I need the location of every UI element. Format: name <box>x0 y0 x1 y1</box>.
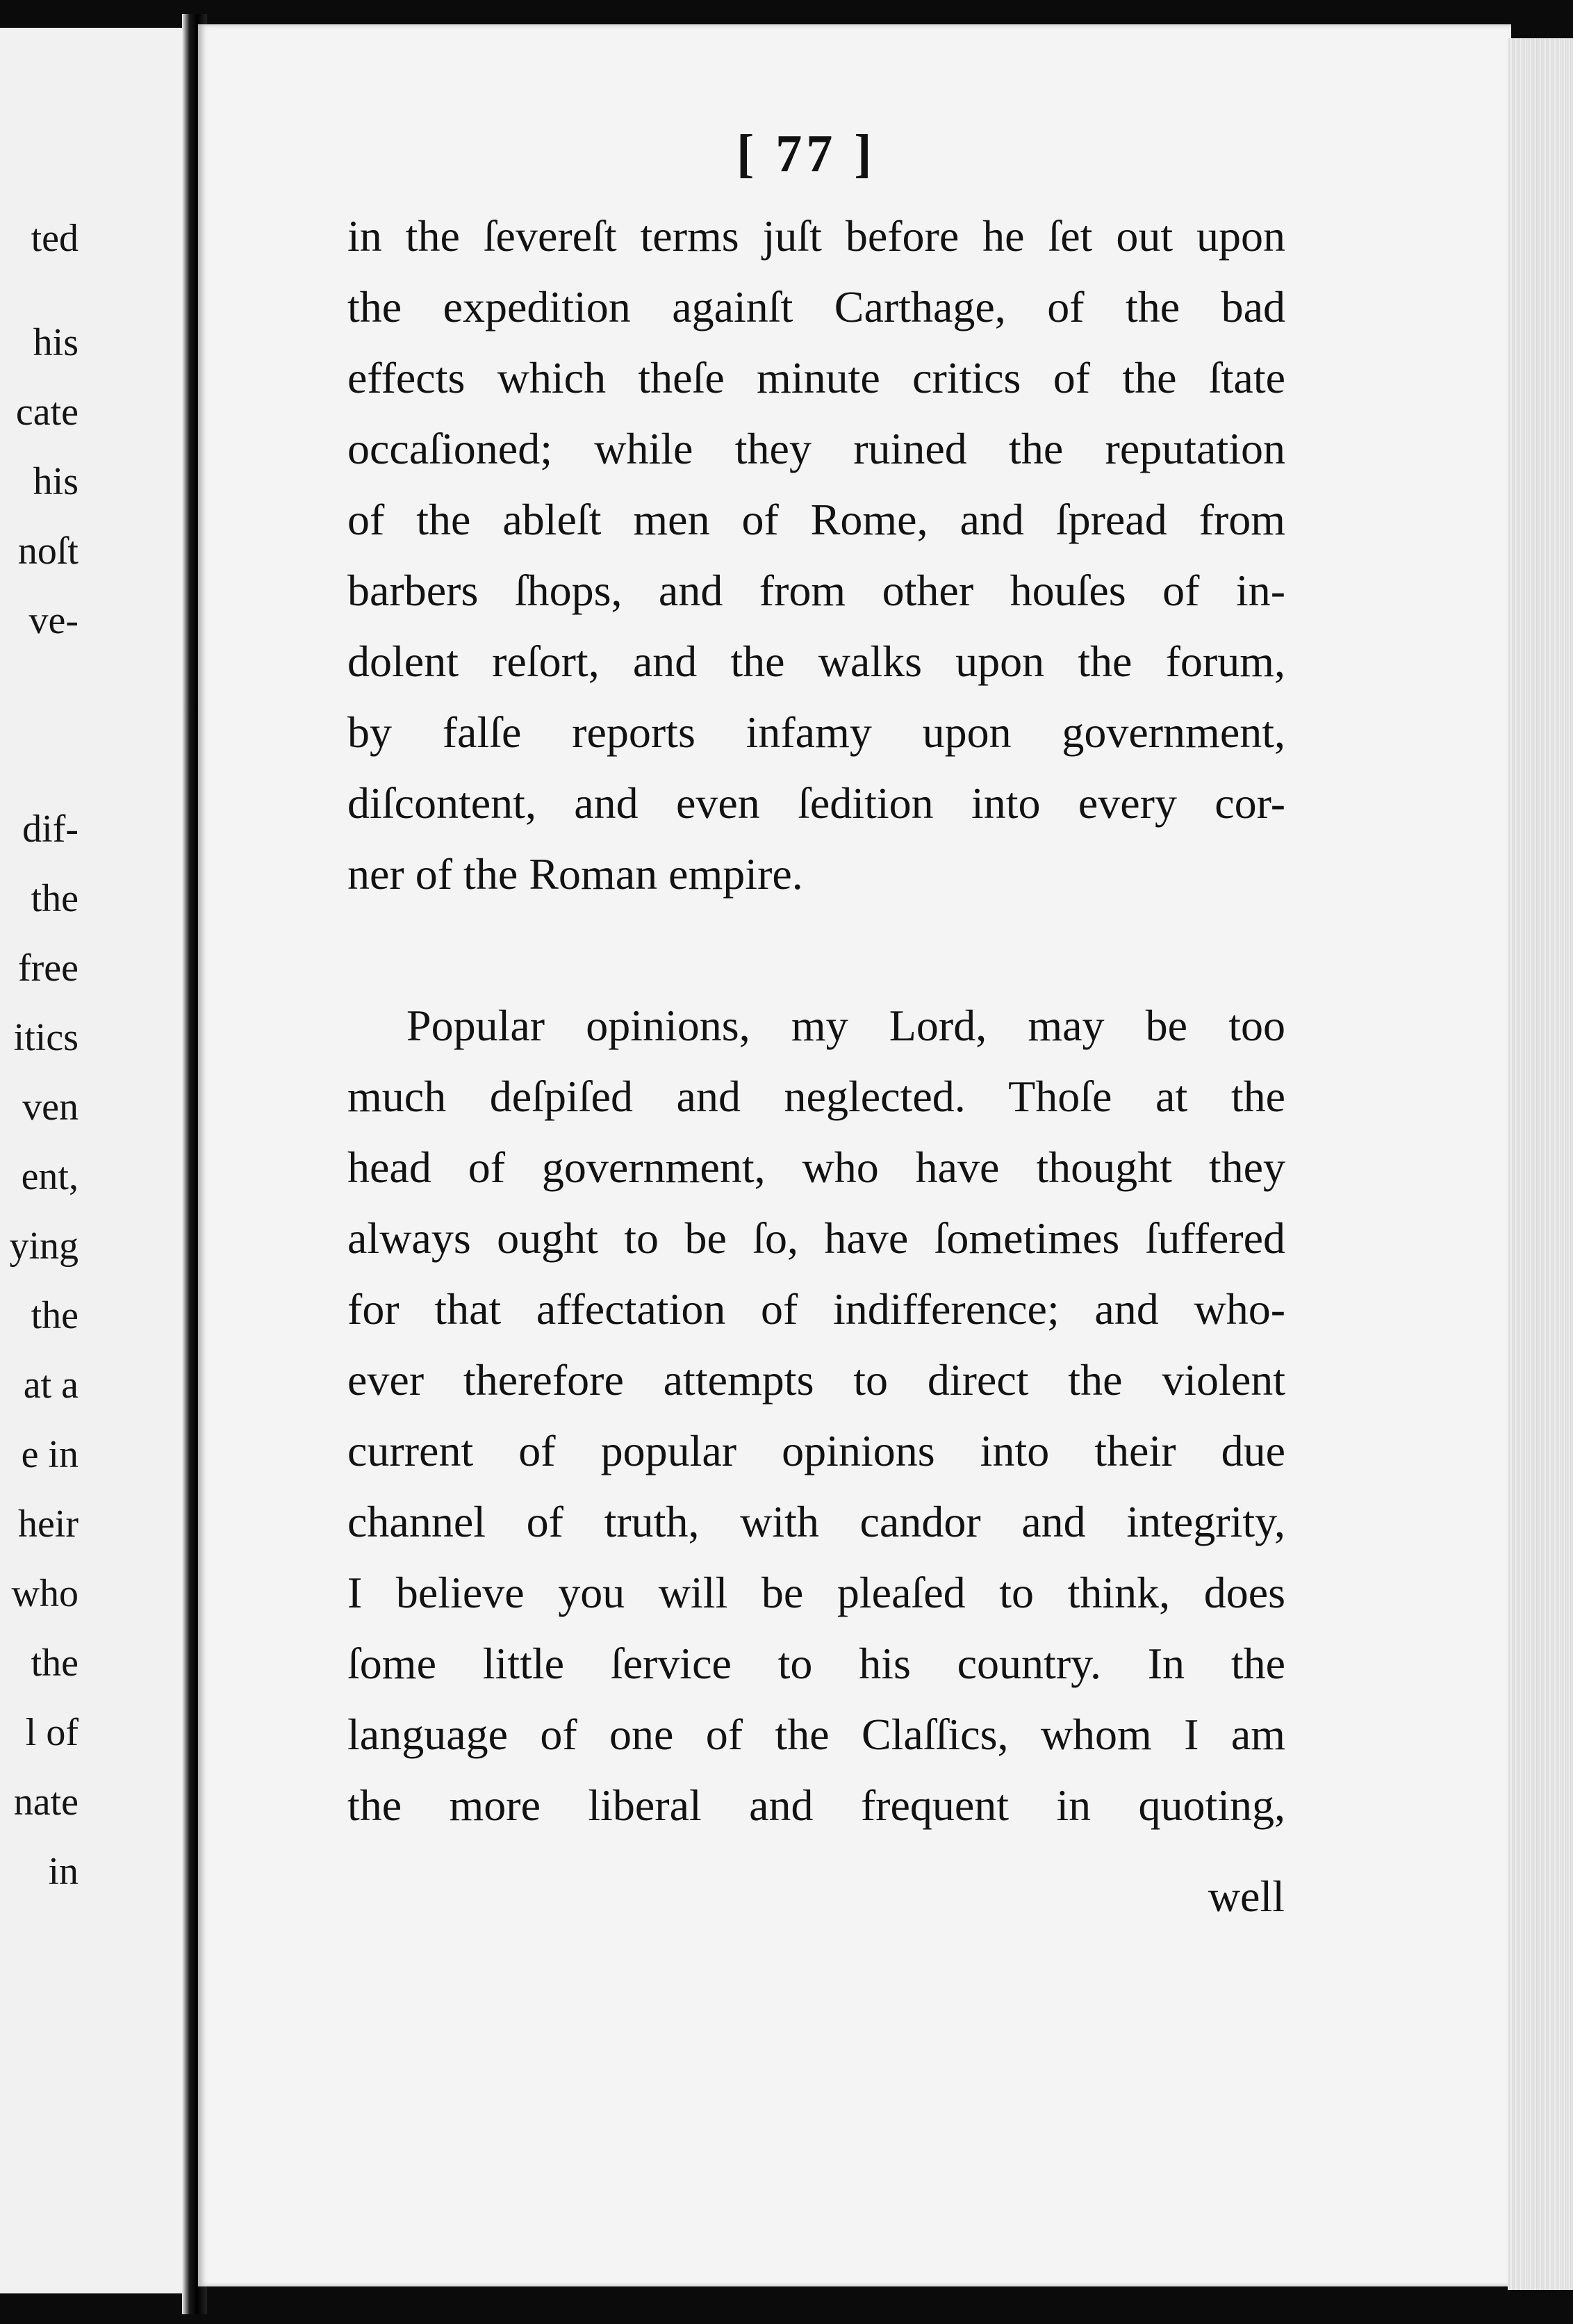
left-line-ending: noſt <box>17 530 79 573</box>
catchword: well <box>1208 1872 1285 1921</box>
text-line: Popular opinions, my Lord, may be too <box>406 1001 1285 1050</box>
text-line: channel of truth, with candor and integrity, <box>347 1497 1285 1546</box>
text-line: the expedition againſt Carthage, of the bad <box>347 282 1285 332</box>
left-line-ending: heir <box>17 1503 79 1546</box>
text-line: for that affectation of indifference; and who- <box>347 1284 1285 1334</box>
text-line: much deſpiſed and neglected. Thoſe at the <box>347 1072 1285 1121</box>
text-line: dolent reſort, and the walks upon the forum, <box>347 637 1285 686</box>
text-line: of the ableſt men of Rome, and ſpread from <box>347 495 1285 544</box>
text-line: always ought to be ſo, have ſometimes ſuffered <box>347 1213 1285 1263</box>
left-line-ending: ying <box>9 1225 79 1268</box>
left-line-ending: his <box>33 321 79 364</box>
left-line-ending: free <box>17 947 79 990</box>
left-line-ending: at a <box>23 1364 79 1407</box>
left-line-ending: l of <box>25 1711 79 1754</box>
left-line-ending: who <box>11 1572 79 1615</box>
text-line: occaſioned; while they ruined the reputation <box>347 424 1285 473</box>
left-line-ending: the <box>31 1642 79 1685</box>
page-edges <box>1508 38 1573 2290</box>
text-line: in the ſevereſt terms juſt before he ſet out upon <box>347 211 1285 261</box>
text-line: barbers ſhops, and from other houſes of in- <box>347 566 1285 615</box>
text-line: ſome little ſervice to his country. In the <box>347 1639 1285 1688</box>
left-line-ending: itics <box>13 1016 79 1059</box>
facing-page <box>0 28 197 2293</box>
text-line: current of popular opinions into their due <box>347 1426 1285 1475</box>
text-line: head of government, who have thought they <box>347 1143 1285 1192</box>
left-line-ending: ven <box>22 1086 79 1129</box>
text-line: I believe you will be pleaſed to think, does <box>347 1568 1285 1617</box>
left-line-ending: ted <box>31 217 79 260</box>
left-line-ending: in <box>48 1850 79 1893</box>
text-line: language of one of the Claſſics, whom I am <box>347 1710 1285 1759</box>
text-line: effects which theſe minute critics of the ſtate <box>347 353 1285 402</box>
text-line: diſcontent, and even ſedition into every cor- <box>347 778 1285 828</box>
left-line-ending: dif- <box>22 808 79 851</box>
page-number: [ 77 ] <box>736 124 876 183</box>
text-line: the more liberal and frequent in quoting, <box>347 1781 1285 1830</box>
left-line-ending: cate <box>15 391 79 434</box>
left-line-ending: the <box>31 877 79 920</box>
left-line-ending: ent, <box>21 1155 79 1198</box>
left-line-ending: nate <box>13 1781 79 1824</box>
left-line-ending: his <box>33 460 79 503</box>
text-line: by falſe reports infamy upon government, <box>347 707 1285 757</box>
text-line: ner of the Roman empire. <box>347 849 803 899</box>
left-line-ending: the <box>31 1294 79 1337</box>
left-line-ending: e in <box>21 1433 79 1476</box>
left-line-ending: ve- <box>28 599 79 642</box>
text-line: ever therefore attempts to direct the violent <box>347 1355 1285 1405</box>
